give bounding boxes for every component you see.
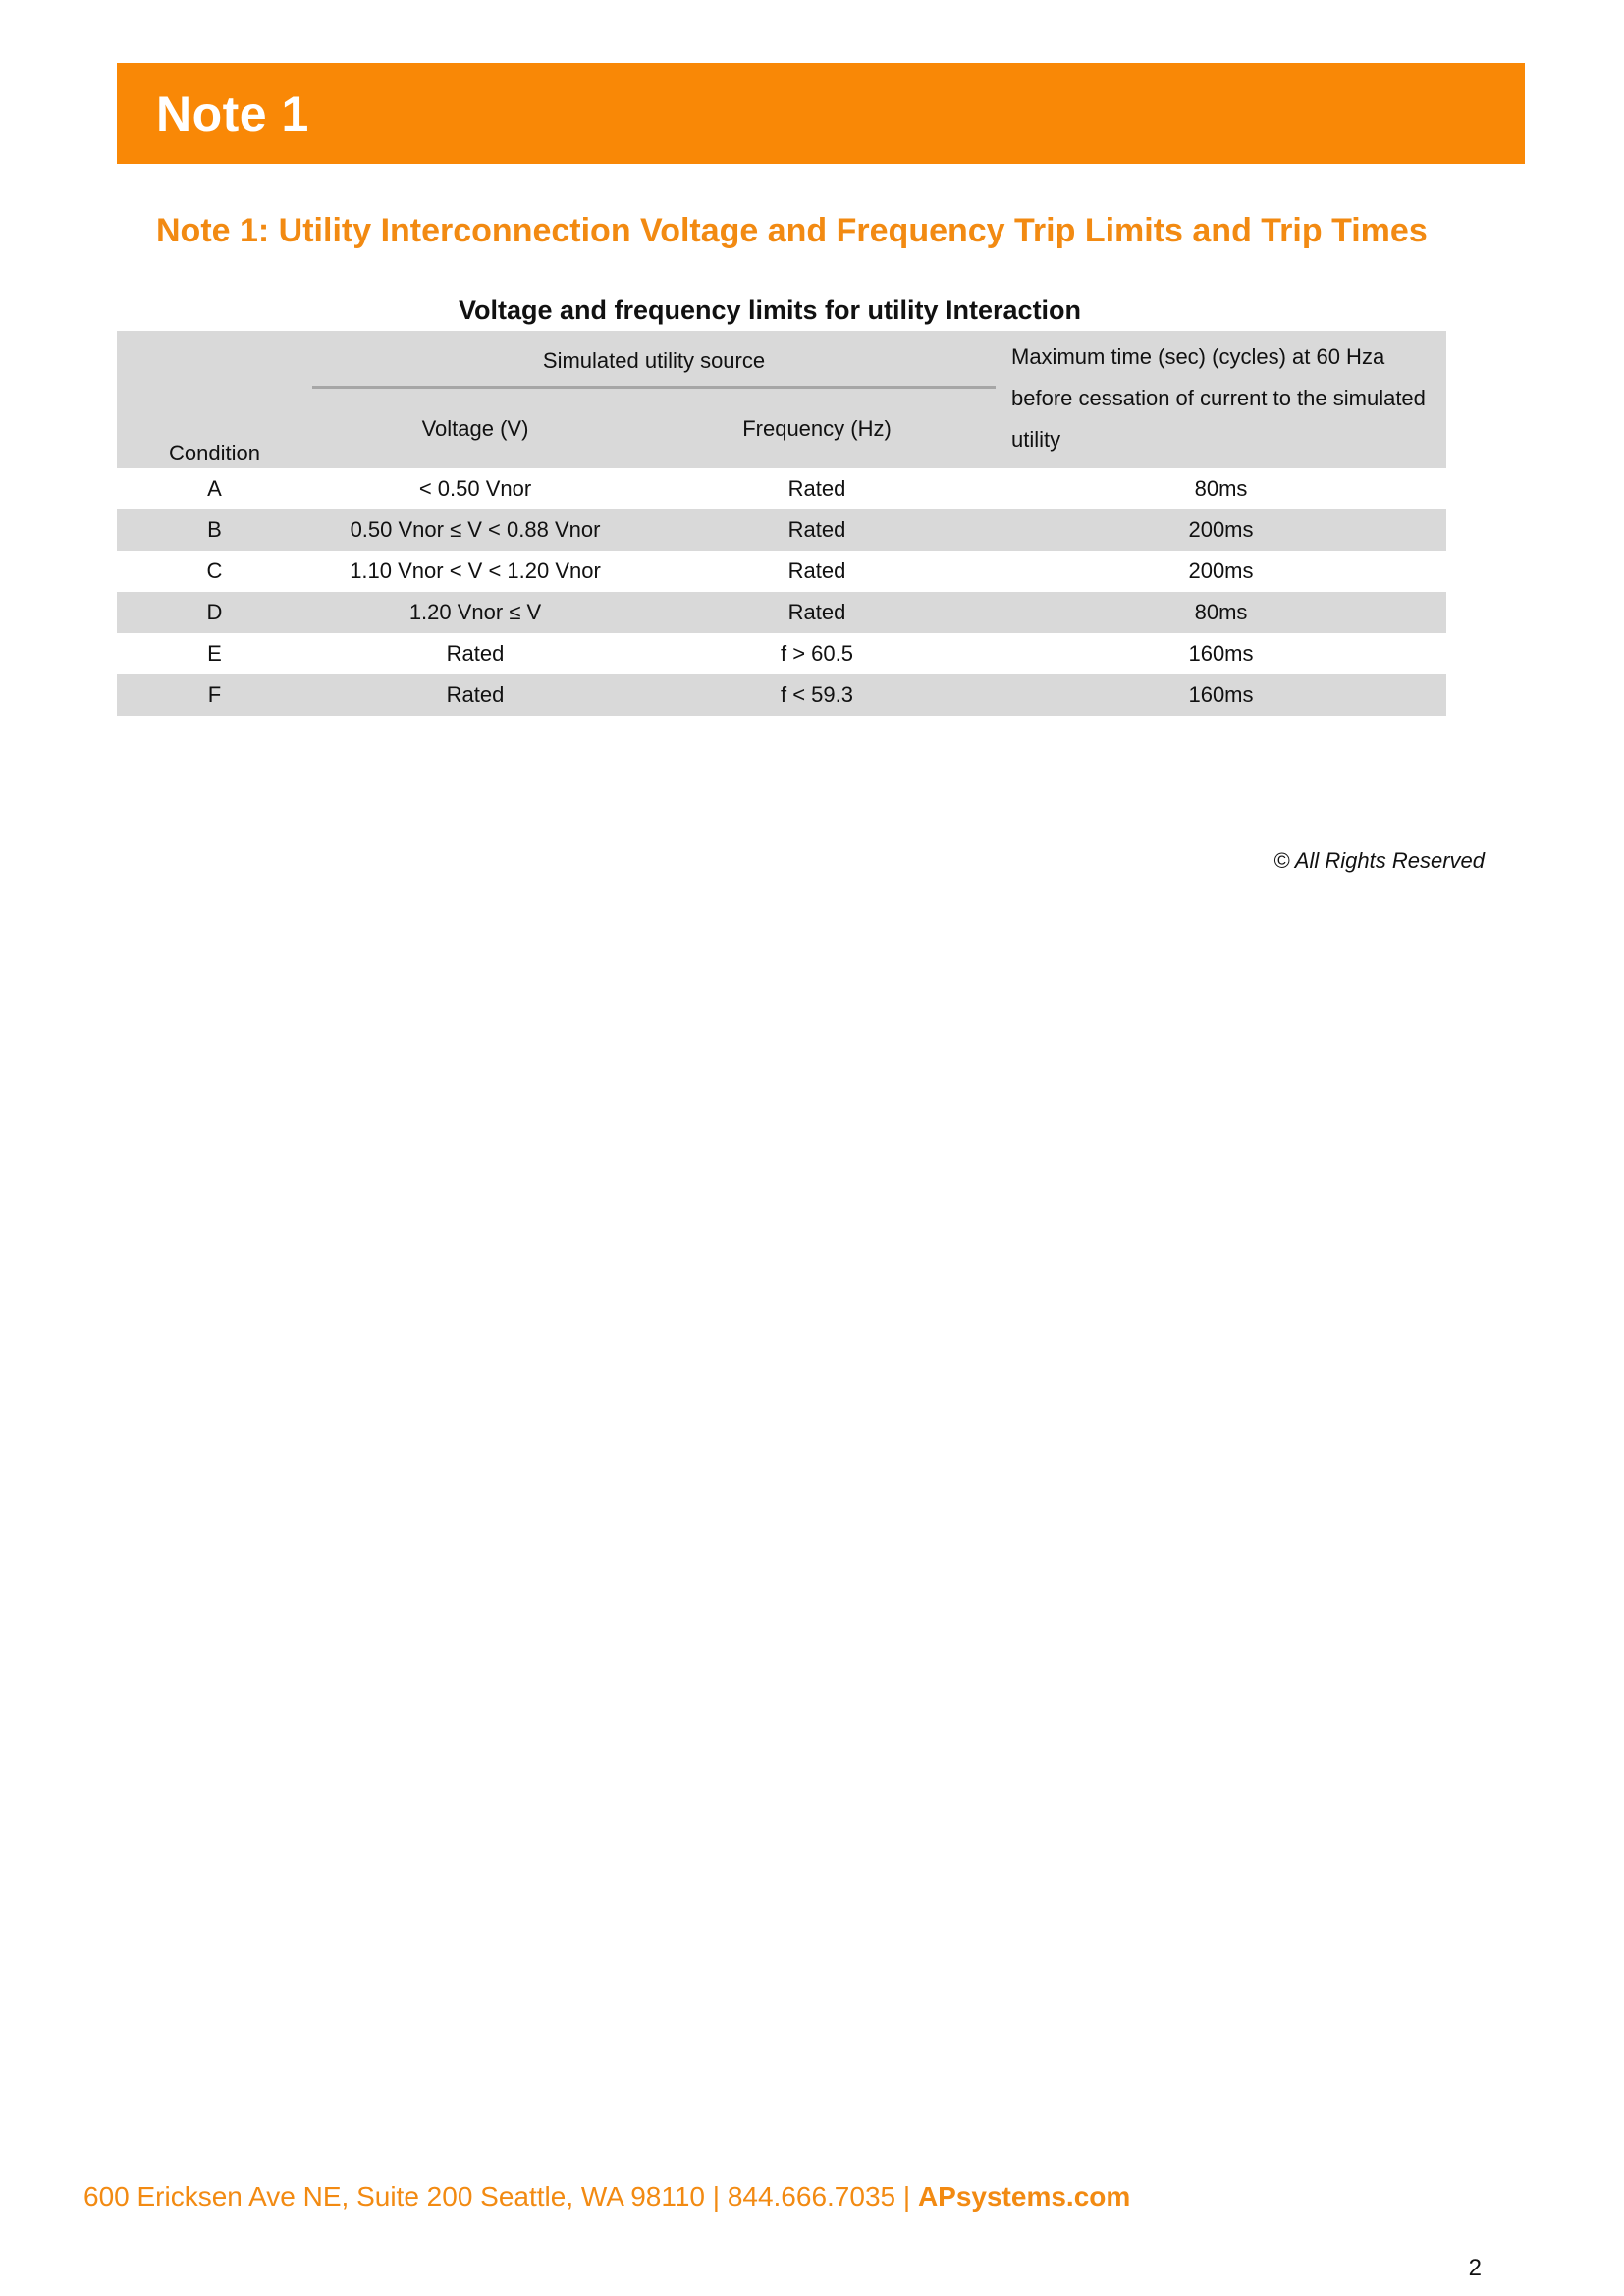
cell-frequency: Rated (638, 509, 996, 551)
header-frequency: Frequency (Hz) (638, 388, 996, 469)
cell-condition: F (117, 674, 312, 716)
cell-time: 200ms (996, 509, 1446, 551)
table-row (117, 592, 1446, 633)
header-simulated-utility-source: Simulated utility source (312, 331, 996, 388)
cell-time: 80ms (996, 592, 1446, 633)
cell-voltage: Rated (312, 674, 638, 716)
section-heading: Note 1: Utility Interconnection Voltage and Frequency Trip Limits and Trip Times (156, 212, 1428, 249)
footer-address-text: 600 Ericksen Ave NE, Suite 200 Seattle, WA 98110 | 844.666.7035 | (83, 2181, 918, 2212)
cell-voltage: 0.50 Vnor ≤ V < 0.88 Vnor (312, 509, 638, 551)
table-row (117, 468, 1446, 509)
table-row (117, 633, 1446, 674)
copyright-notice: © All Rights Reserved (1273, 848, 1485, 873)
cell-condition: B (117, 509, 312, 551)
cell-time: 200ms (1188, 559, 1254, 583)
cell-time: 80ms (1194, 476, 1248, 501)
table-row (117, 674, 1446, 716)
banner-title: Note 1 (156, 85, 309, 141)
website-link[interactable]: APsystems.com (917, 2181, 1131, 2212)
cell-voltage: 1.10 Vnor < V < 1.20 Vnor (350, 559, 601, 583)
cell-voltage: 1.20 Vnor ≤ V (312, 592, 638, 633)
table-caption: Voltage and frequency limits for utility Interaction (458, 295, 1082, 325)
cell-frequency: f > 60.5 (780, 641, 853, 666)
table-row (117, 551, 1446, 592)
cell-frequency: Rated (787, 476, 846, 501)
cell-condition: A (207, 476, 222, 501)
cell-frequency: Rated (787, 559, 846, 583)
trip-limits-table (117, 331, 1446, 716)
page-number: 2 (1468, 2255, 1482, 2281)
note-banner (117, 63, 1525, 164)
header-condition: Condition (117, 331, 312, 468)
cell-condition: C (206, 559, 223, 583)
cell-voltage: < 0.50 Vnor (418, 476, 532, 501)
cell-frequency: f < 59.3 (638, 674, 996, 716)
cell-time: 160ms (996, 674, 1446, 716)
header-maximum-time: Maximum time (sec) (cycles) at 60 Hza before cessation of current to the simulated utility (996, 331, 1446, 468)
table-row (117, 509, 1446, 551)
header-voltage: Voltage (V) (312, 388, 638, 469)
cell-frequency: Rated (638, 592, 996, 633)
cell-time: 160ms (1188, 641, 1254, 666)
cell-condition: E (207, 641, 222, 666)
cell-voltage: Rated (446, 641, 505, 666)
footer-address (83, 2181, 1130, 2213)
cell-condition: D (117, 592, 312, 633)
